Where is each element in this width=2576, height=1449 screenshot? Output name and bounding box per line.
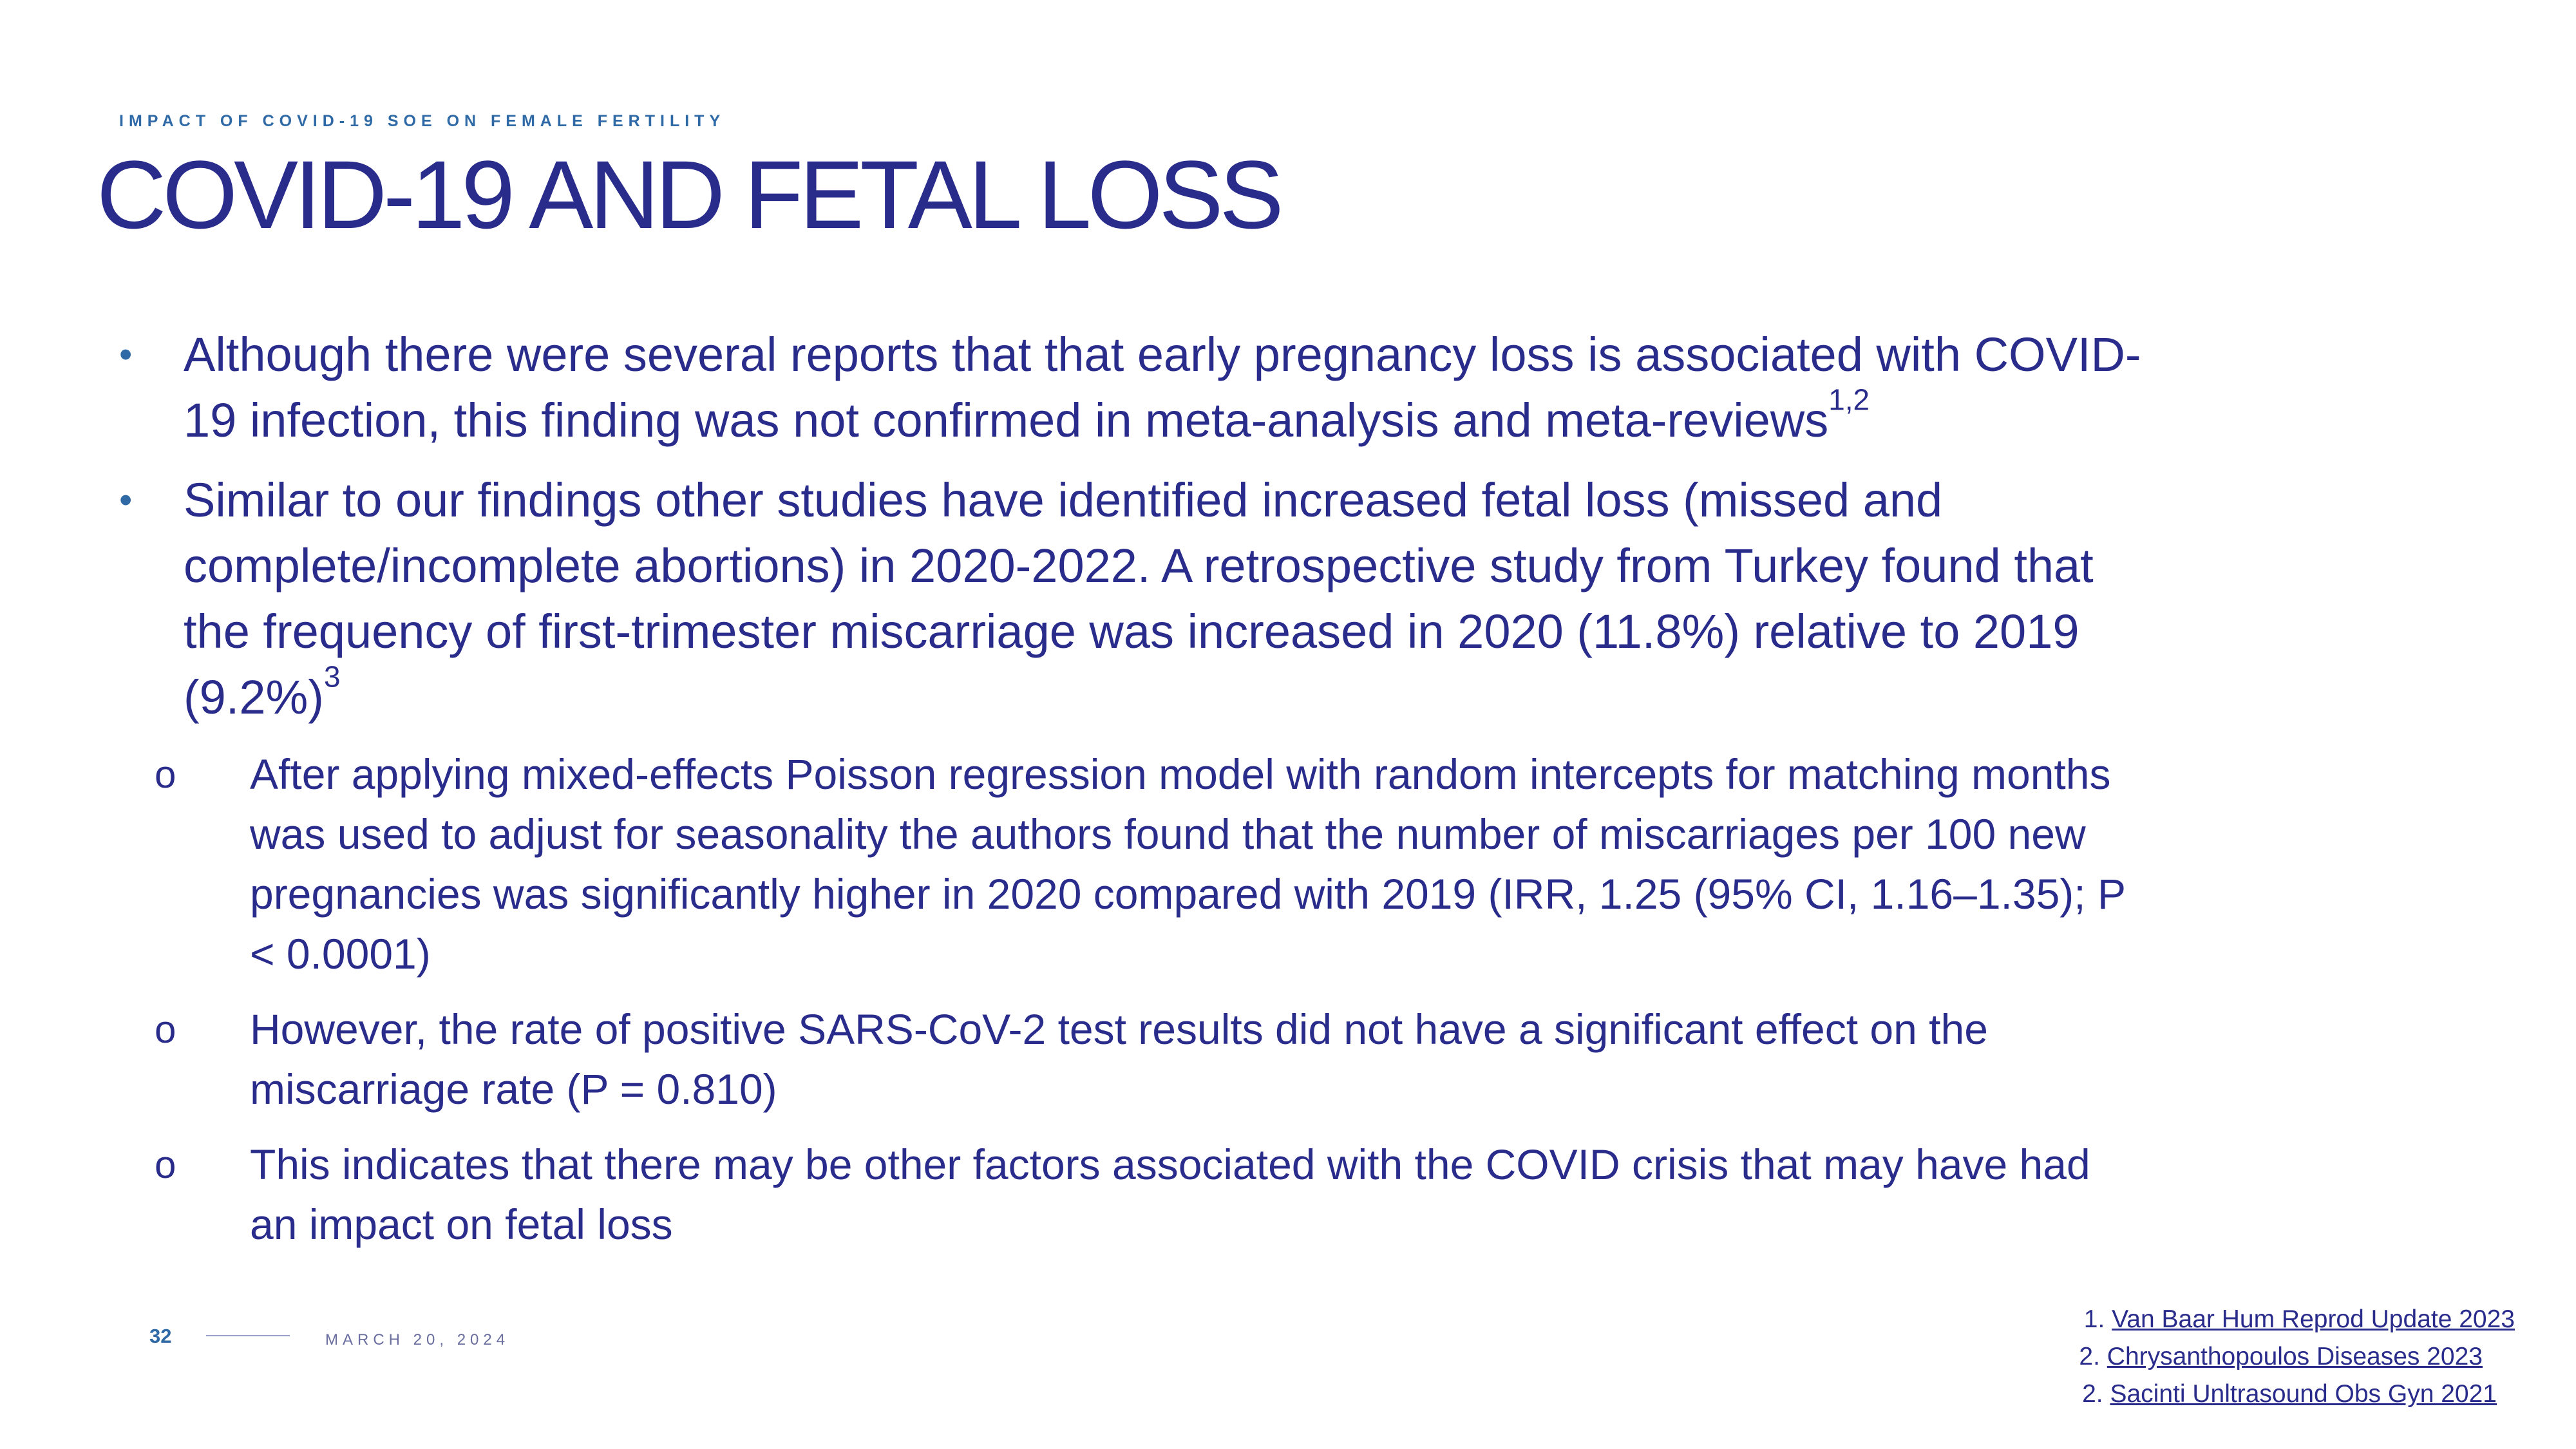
- reference-link[interactable]: Sacinti Unltrasound Obs Gyn 2021: [2110, 1380, 2497, 1408]
- hollow-circle-bullet-icon: o: [155, 1143, 176, 1186]
- sub-bullet-text: After applying mixed-effects Poisson regression model with random intercepts for matching months was used to adjust for seasonality the authors found that the number of miscarriages per 100 new pregnancies was significantly higher in 2020 compared with 2019 (IRR, 1.25 (95% CI, 1.16–1.35); P < 0.0001): [250, 750, 2125, 978]
- bullet-dot-icon: •: [119, 479, 133, 521]
- references: [1935, 1301, 2515, 1413]
- reference-item: [1935, 1376, 2515, 1413]
- bullet-dot-icon: •: [119, 334, 133, 375]
- reference-number: 2.: [2082, 1380, 2103, 1408]
- sub-bullet-item: [155, 744, 2148, 984]
- reference-link[interactable]: Chrysanthopoulos Diseases 2023: [2107, 1343, 2483, 1370]
- reference-number: 1.: [2083, 1305, 2105, 1333]
- footer-date: MARCH 20, 2024: [325, 1331, 510, 1349]
- slide-title: COVID-19 AND FETAL LOSS: [97, 140, 1280, 249]
- hollow-circle-bullet-icon: o: [155, 753, 176, 796]
- bullet-text: Similar to our findings other studies have identified increased fetal loss (missed and complete/incomplete abortions) in 2020-2022. A retrospective study from Turkey found that the frequency of first-trimester miscarriage was increased in 2020 (11.8%) relative to 2019 (9.2%): [184, 473, 2094, 724]
- footer-divider: [206, 1335, 290, 1336]
- page-number: 32: [149, 1325, 172, 1347]
- citation-superscript: 3: [323, 659, 341, 694]
- sub-bullet-item: [155, 999, 2148, 1119]
- sub-bullet-text: This indicates that there may be other factors associated with the COVID crisis that may have had an impact on fetal loss: [250, 1141, 2090, 1248]
- reference-item: [1935, 1338, 2515, 1376]
- reference-number: 2.: [2079, 1343, 2100, 1370]
- citation-superscript: 1,2: [1828, 383, 1870, 417]
- bullet-list: [119, 322, 2148, 1270]
- section-label: IMPACT OF COVID-19 SOE ON FEMALE FERTILITY: [119, 112, 726, 130]
- bullet-item: [119, 468, 2148, 730]
- bullet-item: [119, 322, 2148, 453]
- hollow-circle-bullet-icon: o: [155, 1008, 176, 1051]
- bullet-text: Although there were several reports that that early pregnancy loss is associated with COVID-19 infection, this finding was not confirmed in meta-analysis and meta-reviews: [184, 328, 2141, 447]
- sub-bullet-text: However, the rate of positive SARS-CoV-2 test results did not have a significant effect on the miscarriage rate (P = 0.810): [250, 1005, 1988, 1113]
- sub-bullet-item: [155, 1135, 2148, 1255]
- reference-link[interactable]: Van Baar Hum Reprod Update 2023: [2112, 1305, 2515, 1333]
- reference-item: [1935, 1301, 2515, 1338]
